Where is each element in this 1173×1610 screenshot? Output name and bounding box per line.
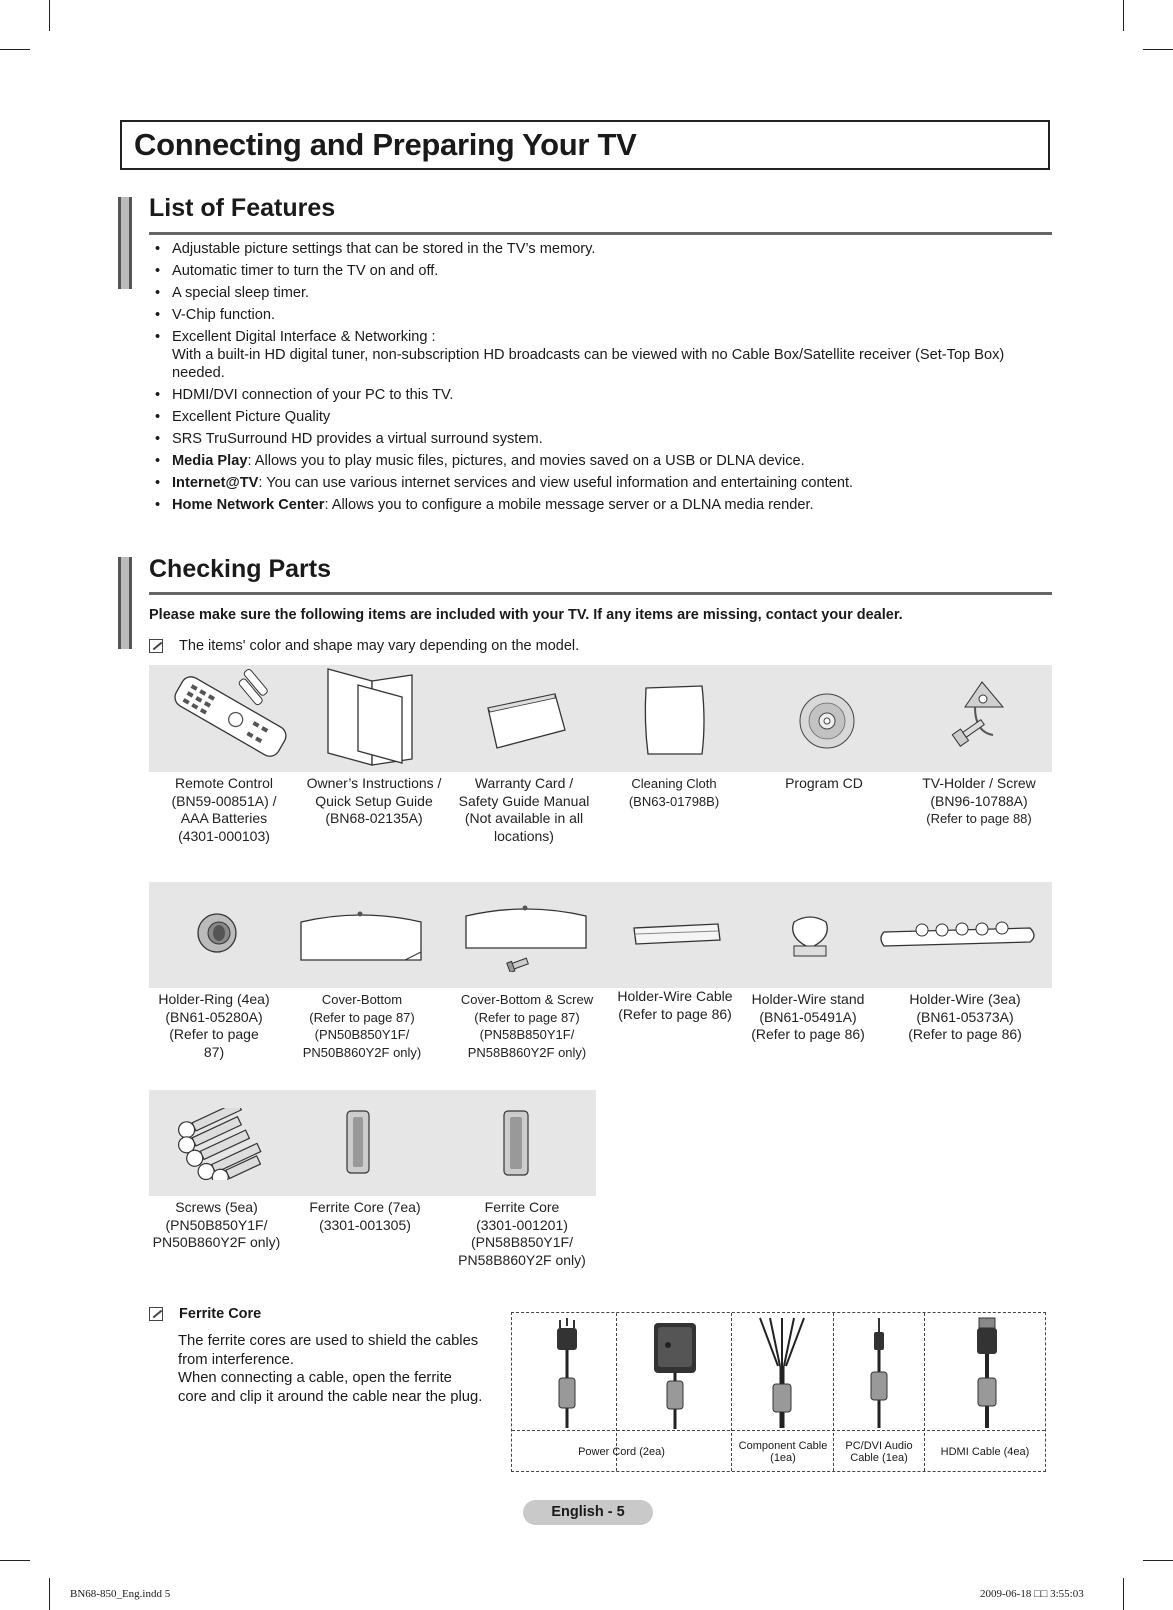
note: The items' color and shape may vary depending on the model.	[149, 638, 579, 654]
crop-mark	[1143, 49, 1173, 50]
list-item: • Internet@TV: You can use various internet services and view useful information and entertaining content.	[150, 474, 1040, 492]
section-rule	[149, 232, 1052, 235]
pc-dvi-audio-cable-icon	[862, 1316, 896, 1428]
section-marker	[118, 197, 132, 289]
hdmi-cable-icon	[967, 1316, 1007, 1428]
part-caption-tv-holder: TV-Holder / Screw (BN96-10788A) (Refer to page 88)	[922, 775, 1036, 826]
cable-label-hdmi: HDMI Cable (4ea)	[940, 1446, 1030, 1458]
section-marker	[118, 557, 132, 649]
page-title-box	[120, 120, 1050, 170]
cable-label-pc-audio: PC/DVI Audio Cable (1ea)	[845, 1440, 913, 1464]
manual-icon	[320, 667, 420, 769]
list-item: • Media Play: Allows you to play music files, pictures, and movies saved on a USB or DLNA device.	[150, 452, 1040, 470]
holder-wire-cable-icon	[630, 922, 725, 948]
part-caption-holder-wire: Holder-Wire (3ea) (BN61-05373A) (Refer to page 86)	[908, 991, 1022, 1042]
part-caption-ferrite-core-large: Ferrite Core (3301-001201) (PN58B850Y1F/ PN58B860Y2F only)	[458, 1199, 586, 1268]
list-item: • HDMI/DVI connection of your PC to this TV.	[150, 386, 1040, 404]
crop-mark	[49, 0, 50, 31]
page-number: English - 5	[523, 1500, 653, 1525]
warranty-card-icon	[483, 690, 573, 752]
component-cable-icon	[752, 1316, 812, 1428]
feature-list	[150, 240, 1040, 518]
part-caption-screws: Screws (5ea) (PN50B850Y1F/ PN50B860Y2F only)	[152, 1199, 281, 1250]
cloth-icon	[640, 682, 710, 758]
ferrite-note-title: Ferrite Core	[149, 1306, 261, 1322]
holder-wire-icon	[880, 920, 1040, 952]
part-caption-cd: Program CD	[785, 775, 863, 791]
part-caption-ferrite-core: Ferrite Core (7ea) (3301-001305)	[309, 1199, 421, 1233]
cover-bottom-screw-icon	[462, 902, 592, 972]
list-item: • SRS TruSurround HD provides a virtual surround system.	[150, 430, 1040, 448]
part-caption-cover-bottom-screw: Cover-Bottom & Screw (Refer to page 87) (PN58B850Y1F/ PN58B860Y2F only)	[460, 992, 594, 1060]
crop-mark	[49, 1578, 50, 1610]
remote-control-icon	[160, 668, 295, 768]
cover-bottom-icon	[297, 908, 427, 966]
list-item: • A special sleep timer.	[150, 284, 1040, 302]
power-cord-icon	[547, 1316, 587, 1428]
cable-label-power: Power Cord (2ea)	[578, 1446, 665, 1458]
page-title: Connecting and Preparing Your TV	[134, 127, 637, 162]
list-item: • V-Chip function.	[150, 306, 1040, 324]
footer-timestamp: 2009-06-18 □□ 3:55:03	[980, 1588, 1084, 1600]
part-caption-manual: Owner’s Instructions / Quick Setup Guide (BN68-02135A)	[306, 775, 442, 826]
list-item: • Home Network Center: Allows you to configure a mobile message server or a DLNA media render.	[150, 496, 1040, 514]
ferrite-core-large-icon	[500, 1107, 532, 1179]
footer-file: BN68-850_Eng.indd 5	[70, 1588, 171, 1600]
part-caption-warranty: Warranty Card / Safety Guide Manual (Not available in all locations)	[458, 775, 590, 844]
power-cord-plug-icon	[650, 1321, 700, 1429]
note-icon	[149, 1307, 163, 1321]
checking-instruction: Please make sure the following items are included with your TV. If any items are missing, contact your dealer.	[149, 607, 903, 623]
part-caption-cloth: Cleaning Cloth (BN63-01798B)	[628, 776, 720, 809]
crop-mark	[1123, 0, 1124, 31]
crop-mark	[1143, 1560, 1173, 1561]
tv-holder-icon	[945, 677, 1015, 762]
cable-label-component: Component Cable (1ea)	[738, 1440, 828, 1464]
section-rule	[149, 592, 1052, 595]
part-caption-remote: Remote Control (BN59-00851A) / AAA Batteries (4301-000103)	[171, 775, 277, 844]
cd-icon	[797, 691, 857, 751]
list-item: • Excellent Picture Quality	[150, 408, 1040, 426]
cable-table	[511, 1312, 1046, 1472]
list-item: • Automatic timer to turn the TV on and off.	[150, 262, 1040, 280]
crop-mark	[0, 49, 30, 50]
part-caption-holder-ring: Holder-Ring (4ea) (BN61-05280A) (Refer to page 87)	[158, 991, 270, 1060]
part-caption-holder-wire-stand: Holder-Wire stand (BN61-05491A) (Refer to page 86)	[751, 991, 865, 1042]
checking-heading: Checking Parts	[149, 555, 332, 583]
ferrite-note-body: The ferrite cores are used to shield the cables from interference. When connecting a cable, open the ferrite core and clip it around the cable near the plug.	[178, 1333, 483, 1405]
crop-mark	[1123, 1578, 1124, 1610]
crop-mark	[0, 1560, 30, 1561]
features-heading: List of Features	[149, 194, 336, 222]
list-item: • Excellent Digital Interface & Networking : With a built-in HD digital tuner, non-subscription HD broadcasts can be viewed with no Cable Box/Satellite receiver (Set-Top Box) needed.	[150, 328, 1040, 382]
part-caption-cover-bottom: Cover-Bottom (Refer to page 87) (PN50B850Y1F/ PN50B860Y2F only)	[302, 992, 422, 1060]
screws-icon	[172, 1108, 267, 1180]
note-icon	[149, 639, 163, 653]
holder-wire-stand-icon	[786, 912, 834, 960]
list-item: • Adjustable picture settings that can be stored in the TV’s memory.	[150, 240, 1040, 258]
holder-ring-icon	[195, 911, 240, 956]
ferrite-core-icon	[343, 1107, 373, 1177]
part-caption-holder-wire-cable: Holder-Wire Cable (Refer to page 86)	[617, 988, 733, 1022]
